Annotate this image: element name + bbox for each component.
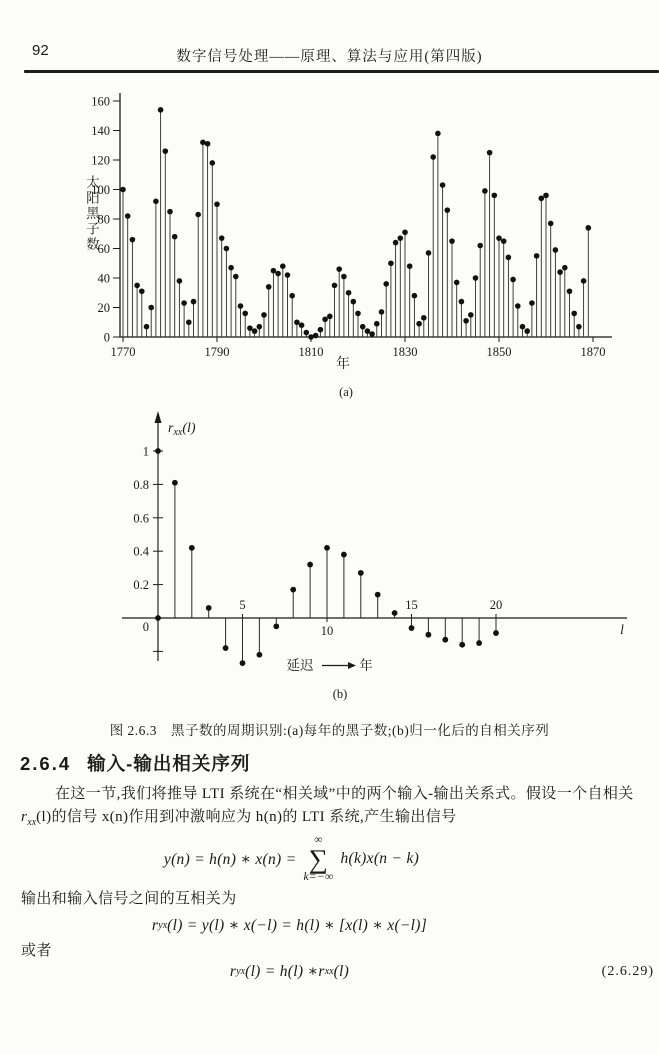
- page-number: 92: [32, 42, 49, 59]
- paragraph-line: [21, 807, 641, 830]
- paragraph-line: 在这一节,我们将推导 LTI 系统在“相关域”中的两个输入-输出关系式。假设一个自相关: [55, 786, 634, 802]
- equation-body: (l) = h(l) ∗: [245, 963, 319, 980]
- chart-text: 60: [97, 242, 110, 256]
- chart-text: 年: [336, 357, 350, 372]
- math-subscript: yx: [158, 920, 168, 931]
- sigma-icon: ∑: [308, 843, 329, 874]
- sunspot-stem-chart: [0, 85, 659, 407]
- arrow-right-icon: [348, 662, 356, 669]
- chart-text: 80: [97, 212, 110, 227]
- chart-text: 数: [86, 237, 100, 252]
- autocorrelation-stem-chart: [0, 405, 659, 710]
- chart-text: 100: [91, 183, 110, 197]
- paragraph-text: (l)的信号 x(n)作用到冲激响应为 h(n)的 LTI 系统,产生输出信号: [36, 809, 457, 825]
- chart-text: 1810: [298, 345, 324, 359]
- summation-symbol: [303, 835, 333, 884]
- chart-text: 1790: [204, 345, 230, 359]
- equation-body: (l): [333, 962, 350, 980]
- origin-dot: [155, 615, 161, 621]
- header-rule: [24, 70, 659, 73]
- chart-text: 15: [405, 598, 418, 612]
- chart-text: 黑: [86, 206, 100, 221]
- chart-text: 太: [86, 175, 100, 190]
- equation-lhs: y(n) = h(n) ∗ x(n) =: [163, 850, 297, 868]
- paragraph-line: 输出和输入信号之间的互相关为: [21, 891, 237, 907]
- equation-rhs: h(k)x(n − k): [340, 850, 420, 868]
- equation-convolution: [0, 835, 621, 884]
- chart-text: 0: [103, 330, 110, 345]
- chart-text: 10: [320, 624, 334, 638]
- chart-text: l: [620, 622, 624, 637]
- autocorr-plot: [122, 411, 627, 701]
- chart-text: 5: [239, 598, 246, 612]
- chart-text: 20: [489, 598, 503, 612]
- chart-text: (a): [339, 385, 353, 399]
- sum-lower-limit: k=−∞: [303, 871, 334, 884]
- chart-text: 120: [91, 153, 110, 168]
- axis-arrow-icon: [155, 411, 162, 423]
- section-heading: [20, 750, 250, 776]
- chart-text: 1: [142, 444, 149, 459]
- math-var: r: [21, 809, 28, 825]
- math-subscript: xx: [324, 966, 334, 977]
- chart-text: 0.2: [133, 578, 149, 593]
- chart-text: 年: [359, 658, 373, 673]
- chart-text: 0.6: [133, 511, 149, 526]
- chart-text: 40: [97, 271, 110, 286]
- chart-text: (b): [332, 687, 348, 701]
- chart-text: 子: [86, 221, 100, 237]
- chart-text: 0.4: [133, 544, 149, 559]
- math-subscript: xx: [27, 817, 37, 828]
- chart-text: 0: [142, 620, 149, 634]
- sunspot-plot: [86, 93, 612, 399]
- equation-number: (2.6.29): [601, 964, 654, 979]
- equation-crosscorrelation: [0, 916, 619, 935]
- section-title: 输入-输出相关序列: [87, 753, 251, 774]
- chart-text: 20: [97, 301, 110, 315]
- paragraph-line: 或者: [21, 943, 52, 959]
- chart-text: 阳: [86, 190, 100, 206]
- chart-text: 1850: [486, 345, 512, 359]
- sum-upper-limit: ∞: [314, 834, 323, 846]
- figure-caption: 图 2.6.3 黑子数的周期识别:(a)每年的黑子数;(b)归一化后的自相关序列: [109, 723, 550, 738]
- math-var: r: [318, 962, 325, 980]
- running-head-title: 数字信号处理——原理、算法与应用(第四版): [176, 49, 483, 65]
- equation-result: [0, 962, 619, 981]
- chart-text: 160: [91, 94, 110, 109]
- ylabel-rxx: $r_{xx}(l)$: [168, 421, 196, 438]
- chart-text: 延迟: [286, 658, 314, 673]
- math-var: r: [151, 916, 159, 934]
- chart-text: 1770: [110, 345, 136, 359]
- math-subscript: yx: [236, 966, 246, 977]
- chart-text: 140: [91, 124, 110, 138]
- sunspot-stems: [120, 107, 591, 340]
- chart-text: 1870: [580, 345, 606, 359]
- chart-text: 1830: [392, 345, 418, 359]
- math-var: r: [229, 962, 237, 980]
- equation-body: (l) = y(l) ∗ x(−l) = h(l) ∗ [x(l) ∗ x(−l)]: [167, 917, 428, 934]
- chart-text: 0.8: [133, 477, 149, 492]
- section-number: 2.6.4: [20, 753, 72, 774]
